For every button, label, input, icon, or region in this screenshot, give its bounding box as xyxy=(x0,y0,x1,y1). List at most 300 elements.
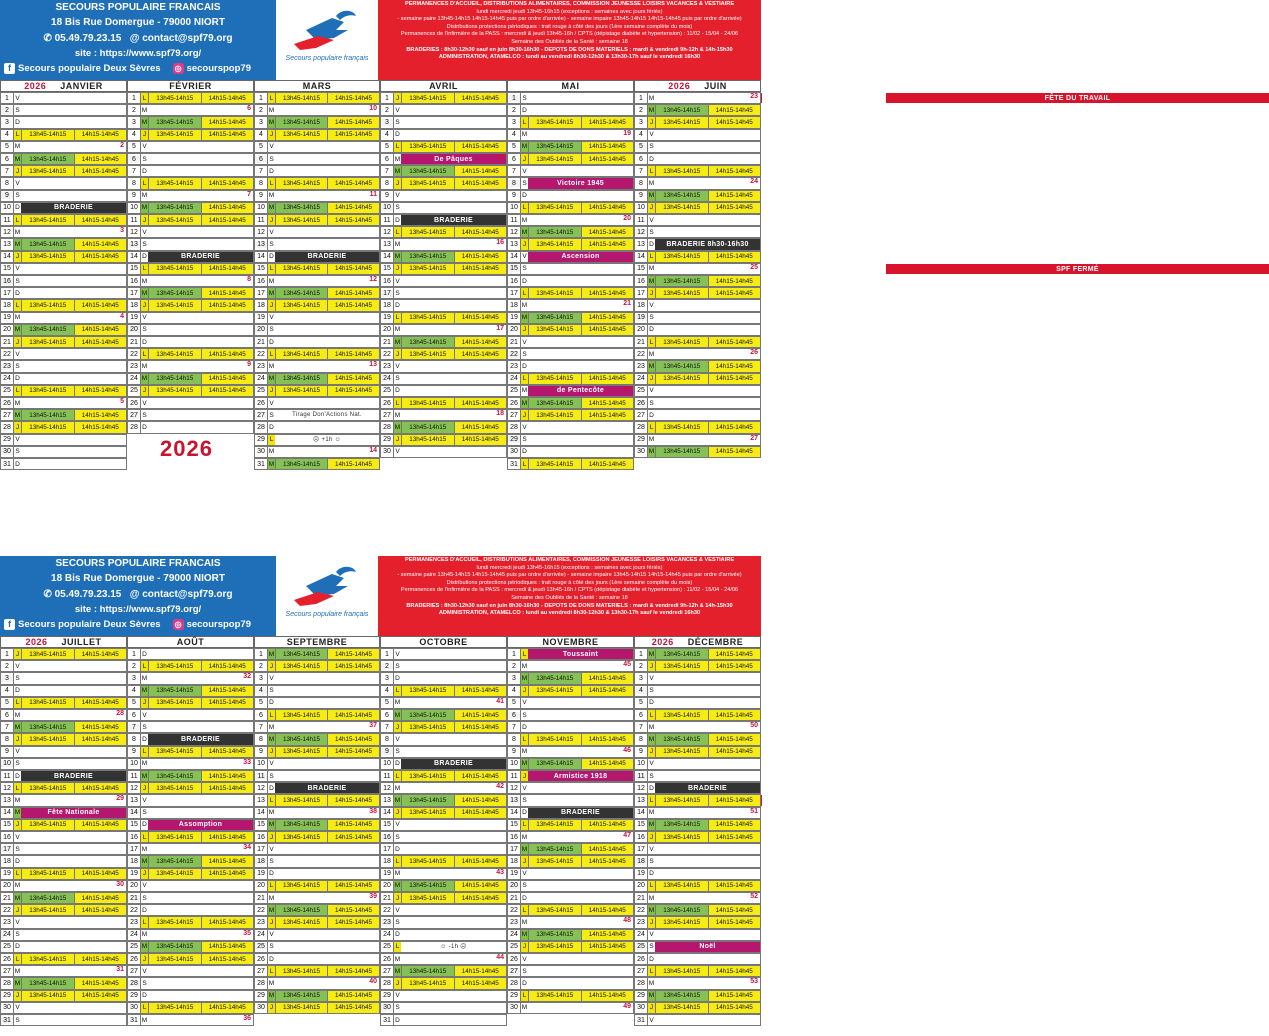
day-row xyxy=(254,746,380,758)
day-number: 22 xyxy=(257,350,265,358)
day-row xyxy=(254,263,380,275)
day-letter: D xyxy=(13,117,21,127)
slot-a: 13h45-14h15 xyxy=(655,276,708,286)
day-letter: D xyxy=(13,686,21,696)
day-row xyxy=(127,275,254,287)
slot-b: 14h15-14h45 xyxy=(708,905,761,915)
day-number: 10 xyxy=(510,760,518,768)
day-number: 29 xyxy=(383,436,391,444)
event-label: Assomption xyxy=(148,820,253,830)
slot-b: 14h15-14h45 xyxy=(201,686,254,696)
month-header xyxy=(634,636,761,648)
event-label: Noël xyxy=(655,942,760,952)
event-label: Toussaint xyxy=(528,649,633,659)
day-letter: L xyxy=(13,698,21,708)
slot-a: 13h45-14h15 xyxy=(148,698,201,708)
day-letter: V xyxy=(647,386,655,396)
day-row xyxy=(0,758,127,770)
day-number: 18 xyxy=(510,857,518,865)
slot-a: 13h45-14h15 xyxy=(148,783,201,793)
day-letter: D xyxy=(267,422,275,432)
slot-b: 14h15-14h45 xyxy=(708,374,761,384)
day-row xyxy=(507,153,634,165)
day-letter: V xyxy=(393,649,401,659)
day-number: 12 xyxy=(635,229,647,236)
info-line: Permanences de l'infirmière de la PASS : mercredi & jeudi 13h45-16h / CPTS (dépistage diabète et hypertension) : 11/02 - 15/04 - 24/06 xyxy=(400,587,739,594)
slot-b: 14h15-14h45 xyxy=(201,661,254,671)
day-letter: L xyxy=(520,649,528,659)
day-number: 15 xyxy=(3,265,11,273)
week-number: 2 xyxy=(120,141,124,149)
slot-a: 13h45-14h15 xyxy=(401,978,454,988)
week-number: 48 xyxy=(623,917,631,925)
day-number: 14 xyxy=(383,253,391,261)
day-number: 30 xyxy=(383,448,391,456)
day-number: 19 xyxy=(130,870,138,878)
slot-b: 14h15-14h45 xyxy=(708,276,761,286)
day-number: 30 xyxy=(637,448,645,456)
day-number: 26 xyxy=(383,399,391,407)
day-number: 25 xyxy=(510,387,518,395)
day-letter: S xyxy=(647,856,655,866)
day-letter: D xyxy=(647,154,655,164)
slot-b: 14h15-14h45 xyxy=(327,374,379,384)
info-line: PERMANENCES D'ACCUEIL, DISTRIBUTIONS ALIMENTAIRES, COMMISSION JEUNESSE LOISIRS VACANCES & VESTIAIRE xyxy=(404,1,735,7)
slot-a: 13h45-14h15 xyxy=(655,191,708,201)
day-row xyxy=(127,758,254,770)
phone-email xyxy=(0,33,276,44)
day-row xyxy=(634,397,761,409)
day-number: 1 xyxy=(508,95,520,102)
day-row xyxy=(380,794,507,806)
slot-a: 13h45-14h15 xyxy=(275,1003,327,1013)
day-letter: V xyxy=(520,869,528,879)
slot-a: 13h45-14h15 xyxy=(401,856,454,866)
slot-b: 14h15-14h45 xyxy=(327,178,379,188)
slot-a: 13h45-14h15 xyxy=(655,422,708,432)
day-row xyxy=(254,965,380,977)
slot-a: 13h45-14h15 xyxy=(275,178,327,188)
day-number: 8 xyxy=(385,179,389,187)
day-letter: S xyxy=(647,686,655,696)
day-letter: M xyxy=(521,228,528,236)
day-letter: S xyxy=(647,398,655,408)
day-row xyxy=(507,409,634,421)
day-letter: V xyxy=(393,105,401,115)
day-letter: V xyxy=(647,1015,655,1025)
day-number: 13 xyxy=(383,240,391,248)
day-letter: D xyxy=(140,166,148,176)
slot-b: 14h15-14h45 xyxy=(454,313,507,323)
week-number: 23 xyxy=(750,93,758,100)
info-line: ADMINISTRATION, ATAMELCO : lundi au vendredi 8h30-12h30 & 13h30-17h sauf le vendredi 16h30 xyxy=(438,54,701,61)
day-letter: V xyxy=(13,178,21,188)
day-number: 16 xyxy=(381,834,393,841)
event-label: BRADERIE xyxy=(401,759,506,769)
info-line: ADMINISTRATION, ATAMELCO : lundi au vendredi 8h30-12h30 & 13h30-17h sauf le vendredi 16h30 xyxy=(438,610,701,617)
day-number: 11 xyxy=(257,216,265,224)
day-number: 1 xyxy=(5,94,9,102)
day-letter: V xyxy=(267,930,275,940)
day-number: 18 xyxy=(130,301,138,309)
day-row xyxy=(380,648,507,660)
day-letter: V xyxy=(267,759,275,769)
slot-b: 14h15-14h45 xyxy=(454,808,507,818)
slot-b: 14h15-14h45 xyxy=(327,795,379,805)
slot-a: 13h45-14h15 xyxy=(148,661,201,671)
info-line: - semaine paire 13h45-14h15 14h15-14h45 puis par ordre d'arrivée) - semaine impaire 13h45-14h15 14h15-14h45 puis par ordre d'arrivée) xyxy=(397,572,742,579)
day-number: 6 xyxy=(639,155,643,163)
week-number: 42 xyxy=(496,783,504,791)
day-number: 12 xyxy=(510,228,518,236)
day-row xyxy=(0,226,127,238)
day-row xyxy=(507,116,634,128)
day-number: 28 xyxy=(383,423,391,431)
day-letter: M xyxy=(648,992,655,1000)
day-row xyxy=(380,660,507,672)
slot-b: 14h15-14h45 xyxy=(74,649,127,659)
week-number: 30 xyxy=(116,880,124,888)
day-row xyxy=(380,892,507,904)
day-letter: M xyxy=(521,833,528,841)
day-number: 5 xyxy=(385,143,389,151)
slot-b: 14h15-14h45 xyxy=(454,966,507,976)
slot-b: 14h15-14h45 xyxy=(74,252,127,262)
week-number: 45 xyxy=(623,661,631,669)
day-letter: M xyxy=(14,711,21,719)
day-row xyxy=(0,238,127,250)
week-number: 11 xyxy=(369,190,377,198)
slot-b: 14h15-14h45 xyxy=(708,734,761,744)
slot-b: 14h15-14h45 xyxy=(708,795,761,805)
day-row xyxy=(254,929,380,941)
day-row xyxy=(254,275,380,287)
slot-a: 13h45-14h15 xyxy=(148,349,201,359)
slot-a: 13h45-14h15 xyxy=(401,435,454,445)
day-row xyxy=(254,312,380,324)
day-number: 26 xyxy=(637,955,645,963)
day-row xyxy=(0,190,127,202)
day-number: 6 xyxy=(639,711,643,719)
day-row xyxy=(634,685,761,697)
day-letter: D xyxy=(13,374,21,384)
day-letter: S xyxy=(393,203,401,213)
day-number: 4 xyxy=(639,131,643,139)
day-row xyxy=(127,360,254,372)
day-number: 2 xyxy=(639,106,643,114)
day-number: 29 xyxy=(510,992,518,1000)
day-row xyxy=(634,721,761,733)
day-letter: J xyxy=(647,1003,655,1013)
slot-b: 14h15-14h45 xyxy=(74,410,127,420)
day-number: 21 xyxy=(637,338,645,346)
info-line: Permanences de l'infirmière de la PASS : mercredi & jeudi 13h45-16h / CPTS (dépistage diabète et hypertension) : 11/02 - 15/04 - 24/06 xyxy=(400,31,739,38)
day-row xyxy=(380,733,507,745)
day-letter: J xyxy=(140,215,148,225)
day-row xyxy=(0,385,127,397)
day-letter: M xyxy=(141,289,148,297)
slot-b: 14h15-14h45 xyxy=(201,288,254,298)
day-row xyxy=(127,153,254,165)
day-row xyxy=(127,129,254,141)
day-row xyxy=(127,141,254,153)
event-label: Armistice 1918 xyxy=(528,771,633,781)
day-row xyxy=(380,843,507,855)
day-row xyxy=(0,1002,127,1014)
day-letter: M xyxy=(268,992,275,1000)
day-row xyxy=(254,770,380,782)
day-row xyxy=(0,1014,127,1026)
day-number: 3 xyxy=(639,118,643,126)
slot-a: 13h45-14h15 xyxy=(275,117,327,127)
slot-b: 14h15-14h45 xyxy=(74,905,127,915)
day-number: 10 xyxy=(130,760,138,768)
day-number: 5 xyxy=(512,143,516,151)
day-number: 17 xyxy=(637,289,645,297)
day-letter: M xyxy=(141,106,148,114)
day-number: 24 xyxy=(510,375,518,383)
day-letter: M xyxy=(141,192,148,200)
event-label: Ascension xyxy=(528,252,633,262)
day-letter: J xyxy=(647,747,655,757)
slot-a: 13h45-14h15 xyxy=(148,1003,201,1013)
day-number: 24 xyxy=(257,931,265,939)
day-row xyxy=(254,807,380,819)
day-row xyxy=(507,843,634,855)
day-row xyxy=(254,397,380,409)
day-letter: M xyxy=(648,94,655,102)
day-number: 6 xyxy=(5,711,9,719)
slot-b: 14h15-14h45 xyxy=(74,239,127,249)
day-row xyxy=(0,831,127,843)
day-number: 31 xyxy=(257,460,265,468)
slot-a: 13h45-14h15 xyxy=(528,734,581,744)
day-row xyxy=(0,287,127,299)
slot-a: 13h45-14h15 xyxy=(21,337,74,347)
day-number: 9 xyxy=(132,192,136,200)
day-row xyxy=(380,141,507,153)
slot-b: 14h15-14h45 xyxy=(708,203,761,213)
day-letter: M xyxy=(268,448,275,456)
day-letter: M xyxy=(14,411,21,419)
slot-b: 14h15-14h45 xyxy=(581,154,634,164)
day-row xyxy=(127,868,254,880)
slot-a: 13h45-14h15 xyxy=(275,386,327,396)
slot-a: 13h45-14h15 xyxy=(21,130,74,140)
day-row xyxy=(507,880,634,892)
day-row xyxy=(127,397,254,409)
day-row xyxy=(127,990,254,1002)
logo xyxy=(276,556,378,636)
day-number: 6 xyxy=(508,712,520,719)
slot-b: 14h15-14h45 xyxy=(327,300,379,310)
day-row xyxy=(634,660,761,672)
day-row xyxy=(0,129,127,141)
week-number: 4 xyxy=(120,312,124,320)
day-row xyxy=(127,807,254,819)
day-row xyxy=(0,263,127,275)
day-letter: D xyxy=(520,808,528,818)
day-letter: J xyxy=(267,661,275,671)
day-letter: J xyxy=(13,991,21,1001)
day-number: 28 xyxy=(637,423,645,431)
day-letter: D xyxy=(140,905,148,915)
slot-a: 13h45-14h15 xyxy=(655,966,708,976)
day-number: 19 xyxy=(3,870,11,878)
day-letter: S xyxy=(267,410,275,420)
day-number: 18 xyxy=(3,857,11,865)
day-number: 6 xyxy=(385,155,389,163)
day-row xyxy=(254,1002,380,1014)
week-number: 37 xyxy=(369,722,377,730)
day-number: 4 xyxy=(132,131,136,139)
week-number: 28 xyxy=(116,710,124,717)
day-number: 22 xyxy=(510,906,518,914)
day-letter: L xyxy=(140,747,148,757)
contact-panel xyxy=(0,556,276,636)
day-letter: J xyxy=(393,893,401,903)
day-row xyxy=(127,324,254,336)
day-row xyxy=(254,360,380,372)
day-number: 24 xyxy=(130,375,138,383)
day-number: 1 xyxy=(5,650,9,658)
slot-a: 13h45-14h15 xyxy=(655,252,708,262)
day-row xyxy=(0,953,127,965)
day-letter: L xyxy=(140,349,148,359)
day-row xyxy=(507,660,634,672)
month-name: JANVIER xyxy=(60,81,103,91)
week-number: 32 xyxy=(243,673,251,681)
slot-a: 13h45-14h15 xyxy=(21,698,74,708)
slot-a: 13h45-14h15 xyxy=(528,856,581,866)
day-number: 17 xyxy=(510,289,518,297)
day-row xyxy=(380,782,507,794)
day-letter: M xyxy=(268,460,275,468)
slot-a: 13h45-14h15 xyxy=(528,239,581,249)
day-letter: J xyxy=(647,661,655,671)
slot-b: 14h15-14h45 xyxy=(581,686,634,696)
day-number: 5 xyxy=(132,143,136,151)
header xyxy=(0,0,761,80)
day-number: 15 xyxy=(637,265,645,273)
day-letter: D xyxy=(13,288,21,298)
day-row xyxy=(127,312,254,324)
week-number: 34 xyxy=(243,844,251,852)
day-number: 20 xyxy=(3,326,11,334)
day-row xyxy=(507,385,634,397)
day-row xyxy=(634,819,761,831)
day-letter: V xyxy=(267,673,275,683)
slot-a: 13h45-14h15 xyxy=(528,905,581,915)
day-number: 19 xyxy=(257,870,265,878)
day-letter: D xyxy=(393,215,401,225)
day-letter: S xyxy=(520,435,528,445)
day-row xyxy=(127,916,254,928)
day-letter: M xyxy=(14,326,21,334)
slot-a: 13h45-14h15 xyxy=(401,227,454,237)
day-number: 31 xyxy=(383,1016,391,1024)
slot-a: 13h45-14h15 xyxy=(401,893,454,903)
day-row xyxy=(634,409,761,421)
slot-b: 14h15-14h45 xyxy=(327,991,379,1001)
day-number: 23 xyxy=(257,362,265,370)
day-letter: J xyxy=(647,117,655,127)
slot-b: 14h15-14h45 xyxy=(708,661,761,671)
day-number: 27 xyxy=(128,412,140,419)
day-row xyxy=(127,794,254,806)
day-number: 1 xyxy=(512,650,516,658)
day-number: 30 xyxy=(637,1004,645,1012)
day-letter: D xyxy=(647,783,655,793)
slot-a: 13h45-14h15 xyxy=(401,966,454,976)
instagram-icon: ◎ xyxy=(173,619,184,630)
day-row xyxy=(380,770,507,782)
month-header xyxy=(380,80,507,92)
day-row xyxy=(0,214,127,226)
day-row xyxy=(380,929,507,941)
day-number: 1 xyxy=(639,94,643,102)
day-letter: V xyxy=(267,398,275,408)
day-letter: L xyxy=(140,93,148,103)
day-letter: M xyxy=(141,760,148,768)
day-row xyxy=(507,336,634,348)
day-number: 12 xyxy=(637,784,645,792)
day-number: 25 xyxy=(3,387,11,395)
day-letter: D xyxy=(647,325,655,335)
day-number: 12 xyxy=(257,228,265,236)
day-number: 11 xyxy=(635,773,647,780)
day-number: 24 xyxy=(257,375,265,383)
day-row xyxy=(380,238,507,250)
day-number: 11 xyxy=(255,773,267,780)
slot-a: 13h45-14h15 xyxy=(21,869,74,879)
day-row xyxy=(127,1014,254,1026)
day-number: 19 xyxy=(510,870,518,878)
slot-b: 14h15-14h45 xyxy=(74,722,127,732)
day-letter: M xyxy=(268,723,275,731)
day-number: 20 xyxy=(383,326,391,334)
day-number: 2 xyxy=(512,106,516,114)
slot-b: 14h15-14h45 xyxy=(581,905,634,915)
slot-b: 14h15-14h45 xyxy=(201,917,254,927)
day-letter: M xyxy=(141,1016,148,1024)
slot-a: 13h45-14h15 xyxy=(275,881,327,891)
day-row xyxy=(380,685,507,697)
day-number: 9 xyxy=(259,748,263,756)
week-number: 44 xyxy=(496,954,504,961)
day-number: 14 xyxy=(3,809,11,817)
slot-b: 14h15-14h45 xyxy=(201,771,254,781)
slot-a: 13h45-14h15 xyxy=(655,374,708,384)
week-number: 13 xyxy=(369,361,377,369)
week-number: 22 xyxy=(623,385,631,393)
day-number: 22 xyxy=(3,350,11,358)
day-letter: J xyxy=(520,771,528,781)
slot-a: 13h45-14h15 xyxy=(528,288,581,298)
day-letter: D xyxy=(140,422,148,432)
slot-b: 14h15-14h45 xyxy=(74,734,127,744)
day-number: 15 xyxy=(3,821,11,829)
day-letter: S xyxy=(267,154,275,164)
day-number: 12 xyxy=(257,784,265,792)
slot-a: 13h45-14h15 xyxy=(528,410,581,420)
day-row xyxy=(0,807,127,819)
day-row xyxy=(380,287,507,299)
day-number: 20 xyxy=(510,326,518,334)
day-letter: M xyxy=(648,821,655,829)
day-letter: V xyxy=(267,313,275,323)
day-number: 22 xyxy=(637,350,645,358)
